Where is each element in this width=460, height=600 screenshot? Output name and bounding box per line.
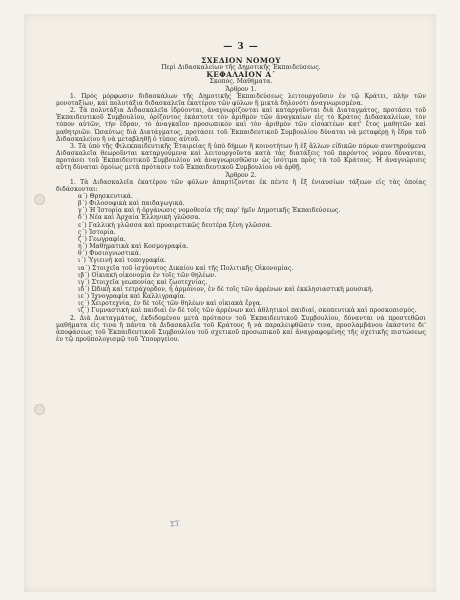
document-subtitle: Περὶ Διδασκαλείων τῆς Δημοτικῆς Ἐκπαιδεύσεως.	[161, 64, 321, 72]
punch-hole	[34, 404, 45, 415]
paragraph: 2. Τὰ πολυτάξια Διδασκαλεῖα ἱδρύονται, ἀναγνωρίζονται καὶ καταργοῦνται διὰ Διαταγμάτος, προτάσει τοῦ Ἐκπαιδευτικοῦ Συμβουλίου, ὁρίζοντος ἑκάστοτε τὸν ἀριθμὸν τῶν ἀναγκαίων εἰς τὸ Κράτος Διδασκαλείων, τὸν τόπον αὐτῶν, τὴν ἕδραν, τὸ ἀναγκαῖον προσωπικὸν καὶ τὸν ἀριθμὸν τῶν εἰσακτέων κατ' ἔτος μαθητῶν καὶ μαθητριῶν. Ὡσαύτως διὰ Διατάγματος, προτάσει τοῦ Ἐκπαιδευτικοῦ Συμβουλίου δύναται νὰ μεταφέρῃ ἡ ἕδρα τοῦ Διδασκαλείου ἢ νὰ μεταβληθῇ ὁ τύπος αὐτοῦ.	[56, 107, 426, 143]
ink-stamp: ΣΤ	[169, 519, 181, 529]
page-number: — 3 —	[223, 42, 259, 52]
subject-list-item: ια΄) Στοιχεῖα τοῦ ἰσχύοντος Δικαίου καὶ τῆς Πολιτικῆς Οἰκονομίας.	[78, 264, 294, 272]
subject-list-item: ς΄) Ἱστορία.	[78, 228, 116, 236]
chapter-heading: ΚΕΦΑΛΑΙΟΝ Α΄	[206, 70, 276, 80]
subject-list-item: α΄) Θρησκευτικά.	[78, 192, 133, 200]
subject-list-item: γ΄) Ἡ Ἱστορία καὶ ἡ ὀργάνωσις νομοθεσία τῆς παρ' ἡμῖν Δημοτικῆς Ἐκπαιδεύσεως.	[78, 207, 341, 215]
subject-list-item: ιγ΄) Στοιχεῖα γεωπονίας καὶ ζωοτεχνίας.	[78, 278, 208, 286]
paragraph: 1. Πρὸς μόρφωσιν διδασκάλων τῆς Δημοτικῆς Ἐκπαιδεύσεως λειτουργοῦσιν ἐν τῷ Κράτει, πλὴν τῶν μονοταξίων, καὶ πολυτάξια διδασκαλεῖα ἑκατέρου τῶν φύλων ἢ μικτὰ δηλονότι ἀναγνωρισμένα.	[56, 92, 426, 107]
subject-list-item: ιβ΄) Οἰκιακὴ οἰκονομία ἐν τοῖς τῶν θηλέων.	[78, 271, 217, 279]
subject-list-item: ιζ΄) Γυμναστικὴ καὶ παιδιαὶ ἐν δὲ τοῖς τῶν ἀρρένων καὶ ἀθλητικοὶ παιδιαί, σκοπευτικὰ καὶ προσκοπισμός.	[78, 307, 417, 315]
punch-hole	[34, 194, 45, 205]
subject-list-item: ι΄) Ὑγιεινὴ καὶ τοπογραφία.	[78, 257, 167, 265]
subject-list-item: η΄) Μαθηματικὰ καὶ Κοσμογραφία.	[78, 243, 189, 251]
subject-list-item: θ΄) Φυσιογνωστικά.	[78, 250, 141, 258]
paragraph: 2. Διὰ Διαταγμάτος, ἐκδιδομένου μετὰ πρότασιν τοῦ Ἐκπαιδευτικοῦ Συμβουλίου, δύνανται νὰ προστεθῶσι μαθήματα εἰς τινα ἢ πάντα τὰ Διδασκαλεῖα τοῦ Κράτους ἢ νὰ παραλειφθῶσιν τινα, προσλαμβάνου ἑκάστοτε δι' ἀποφάσεως τοῦ Ἐκπαιδευτικοῦ Συμβουλίου τοῦ σχετικοῦ προσωπικοῦ καὶ ἀναγραφομένης τῆς σχετικῆς πιστώσεως ἐν τῷ προϋπολογισμῷ τοῦ Ὑπουργείου.	[56, 314, 426, 344]
subject-list-item: δ΄) Νέα καὶ Ἀρχαία Ἑλληνικὴ γλῶσσα.	[78, 214, 201, 222]
subject-list-item: ις΄) Χειροτεχνία, ἐν δὲ τοῖς τῶν θηλέων καὶ οἰκιακὰ ἔργα.	[78, 300, 262, 308]
document-body	[56, 44, 426, 343]
subject-list-item: ιδ΄) Ὠδικὴ καὶ τετράχορδον, ἡ ἁρμόνιον, ἐν δὲ τοῖς τῶν ἀρρένων καὶ ἐκκλησιαστικὴ μουσική.	[78, 286, 374, 293]
subject-list-item: ε΄) Γαλλικὴ γλῶσσα καὶ προαιρετικῶς δευτέρα ξένη γλῶσσα.	[78, 221, 272, 229]
paragraph: 3. Τὰ ὑπὸ τῆς Φιλεκπαιδευτικῆς Ἑταιρείας ἢ ὑπὸ δήμων ἢ κοινοτήτων ἢ ἐξ ἄλλων εἰδικῶν πόρων συντηρούμενα Διδασκαλεῖα θεωροῦνται καταργούμενα καὶ λειτουργοῦντα κατὰ τὰς διατάξεις τοῦ παρόντος νόμου δύνανται, προτάσει τοῦ Ἐκπαιδευτικοῦ Συμβουλίου νὰ ἀναγνωρισθῶσιν ὡς ἰσότιμα πρὸς τὰ τοῦ Κράτους. Ἡ ἀναγνώρισις αὕτη δύναται ὁμοίως μετὰ πρότασιν τοῦ Ἐκπαιδευτικοῦ Συμβουλίου νὰ ἀρθῇ.	[56, 142, 426, 172]
document-title: ΣΧΕΔΙΟΝ ΝΟΜΟΥ	[201, 56, 281, 65]
chapter-subheading: Σκοπός. Μαθήματα.	[209, 78, 273, 86]
subject-list-item: ζ΄) Γεωγραφία.	[78, 235, 126, 243]
paragraph: 1. Τὰ Διδασκαλεῖα ἑκατέρου τῶν φύλων ἀπαρτίζονται ἐκ πέντε ἢ ἕξ ἐνιαυσίων τάξεων εἰς τὰς ὁποίας διδάσκονται:	[56, 178, 426, 193]
subject-list-item: β΄) Φιλοσοφικὰ καὶ παιδαγωγικά.	[78, 200, 185, 208]
article-heading: Ἄρθρον 1.	[225, 85, 257, 93]
subject-list-item: ιε΄) Ἰχνογραφία καὶ Καλλιγραφία.	[78, 293, 186, 301]
article-heading: Ἄρθρον 2.	[225, 171, 257, 179]
